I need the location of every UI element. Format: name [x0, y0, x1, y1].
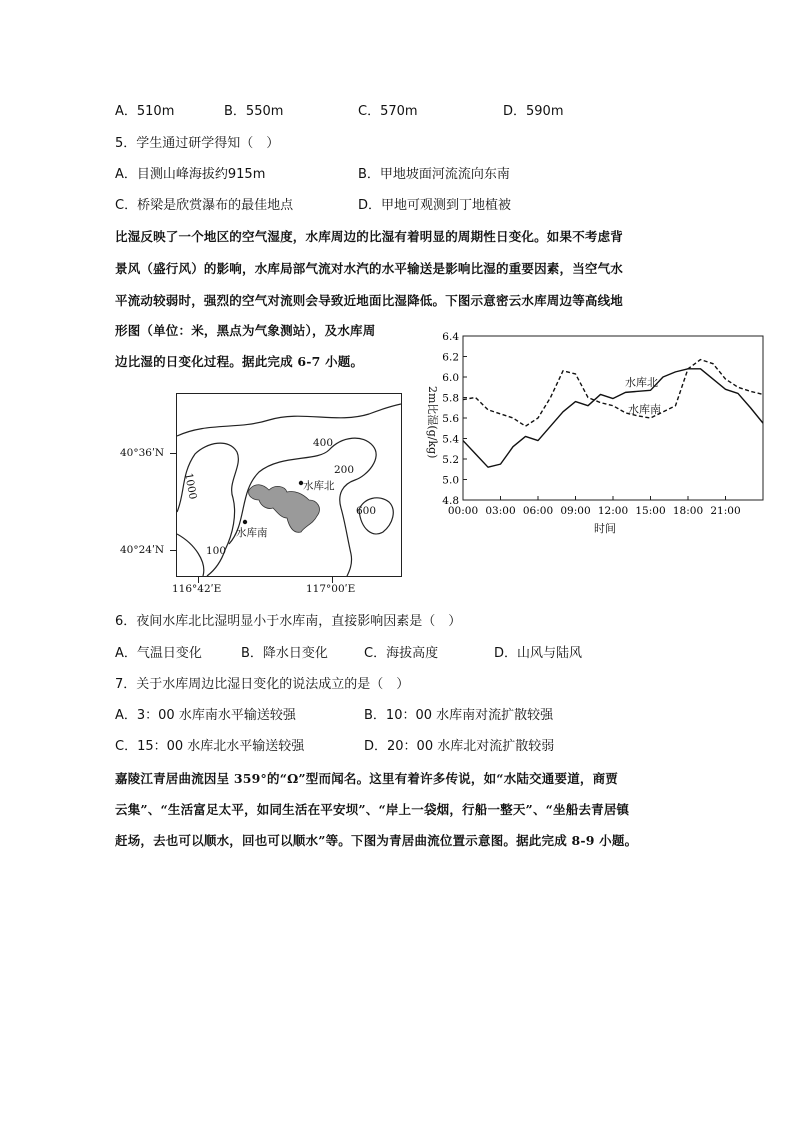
x-tick-label: 00:00	[447, 505, 479, 517]
contour-label-1000: 1000	[182, 472, 199, 501]
station-south-dot	[243, 520, 247, 524]
lat-label-north: 40°36ʹN	[120, 447, 165, 459]
y-tick-label: 5.6	[442, 413, 459, 425]
y-tick-label: 4.8	[442, 495, 459, 507]
y-tick-label: 6.2	[442, 351, 459, 364]
contour-label-400: 400	[313, 437, 334, 449]
series-line-north	[463, 369, 763, 467]
lat-tick-south	[170, 550, 176, 551]
y-tick-label: 5.4	[442, 433, 459, 446]
q5-option-a: A．目测山峰海拔约915m	[115, 167, 266, 182]
contour-label-600: 600	[356, 505, 377, 517]
q6-option-a: A．气温日变化	[115, 646, 202, 661]
y-tick-label: 5.2	[442, 454, 459, 466]
contour-line-100	[177, 534, 204, 576]
q7-option-d: D．20：00 水库北对流扩散较弱	[364, 739, 555, 754]
x-tick-label: 18:00	[672, 505, 704, 517]
x-tick-label: 21:00	[710, 505, 741, 517]
q7-option-b: B．10：00 水库南对流扩散较强	[364, 708, 554, 723]
q4-option-d: D．590m	[503, 104, 564, 119]
lon-tick-east	[332, 577, 333, 583]
passage1-line-5: 边比湿的日变化过程。据此完成 6-7 小题。	[115, 354, 364, 369]
q7-option-c: C．15：00 水库北水平输送较强	[115, 739, 305, 754]
q5-stem: 5．学生通过研学得知（ ）	[115, 136, 280, 151]
q5-option-d: D．甲地可观测到丁地植被	[358, 198, 512, 213]
x-tick-label: 12:00	[597, 505, 629, 517]
passage1-line-2: 景风（盛行风）的影响，水库局部气流对水汽的水平输送是影响比湿的重要因素，当空气水	[115, 261, 624, 276]
lat-tick-north	[170, 453, 176, 454]
passage1-line-3: 平流动较弱时，强烈的空气对流则会导致近地面比湿降低。下图示意密云水库周边等高线地	[115, 293, 624, 308]
chart-plot-frame	[463, 336, 763, 500]
lon-tick-west	[198, 577, 199, 583]
lon-label-west: 116°42ʹE	[172, 583, 222, 595]
q5-option-b: B．甲地坡面河流流向东南	[358, 167, 510, 182]
passage2-line-2: 云集”、“生活富足太平，如同生活在平安坝”、“岸上一袋烟，行船一整天”、“坐船去青居镇	[115, 802, 630, 817]
y-tick-label: 5.8	[442, 392, 459, 405]
contour-line-400	[177, 404, 401, 436]
lon-label-east: 117°00ʹE	[306, 583, 356, 595]
contour-label-200: 200	[334, 464, 355, 476]
passage2-line-3: 赶场，去也可以顺水，回也可以顺水”等。下图为青居曲流位置示意图。据此完成 8-9 小题。	[115, 833, 638, 848]
station-north-label: 水库北	[303, 480, 335, 492]
chart-xlabel: 时间	[594, 522, 616, 535]
q5-option-c: C．桥梁是欣赏瀑布的最佳地点	[115, 198, 294, 213]
q4-option-a: A．510m	[115, 104, 175, 119]
q6-option-c: C．海拔高度	[364, 646, 439, 661]
y-tick-label: 6.0	[442, 372, 459, 384]
q6-option-d: D．山风与陆风	[494, 646, 583, 661]
humidity-chart	[415, 326, 775, 541]
q6-stem: 6．夜间水库北比湿明显小于水库南，直接影响因素是（ ）	[115, 614, 462, 629]
x-tick-label: 06:00	[522, 505, 554, 517]
series-label-north: 水库北	[625, 376, 658, 389]
series-label-south: 水库南	[628, 403, 661, 416]
station-south-label: 水库南	[236, 527, 268, 539]
y-tick-label: 5.0	[442, 474, 459, 487]
passage1-line-4: 形图（单位：米，黑点为气象测站），及水库周	[115, 323, 376, 338]
passage1-line-1: 比湿反映了一个地区的空气湿度，水库周边的比湿有着明显的周期性日变化。如果不考虑背	[115, 229, 624, 244]
contour-label-100: 100	[206, 545, 227, 557]
x-tick-label: 09:00	[560, 505, 591, 517]
q6-option-b: B．降水日变化	[241, 646, 328, 661]
x-tick-label: 15:00	[635, 505, 666, 517]
q7-option-a: A．3：00 水库南水平输送较强	[115, 708, 296, 723]
chart-ylabel: 2m比湿(g/kg)	[426, 386, 439, 459]
passage2-line-1: 嘉陵江青居曲流因呈 359°的“Ω”型而闻名。这里有着许多传说，如“水陆交通要道，商贾	[115, 771, 618, 786]
lat-label-south: 40°24ʹN	[120, 544, 165, 556]
q7-stem: 7．关于水库周边比湿日变化的说法成立的是（ ）	[115, 677, 410, 692]
x-tick-label: 03:00	[485, 505, 516, 517]
q4-option-c: C．570m	[358, 104, 418, 119]
y-tick-label: 6.4	[442, 331, 459, 343]
series-line-south	[463, 360, 763, 427]
q4-option-b: B．550m	[224, 104, 284, 119]
